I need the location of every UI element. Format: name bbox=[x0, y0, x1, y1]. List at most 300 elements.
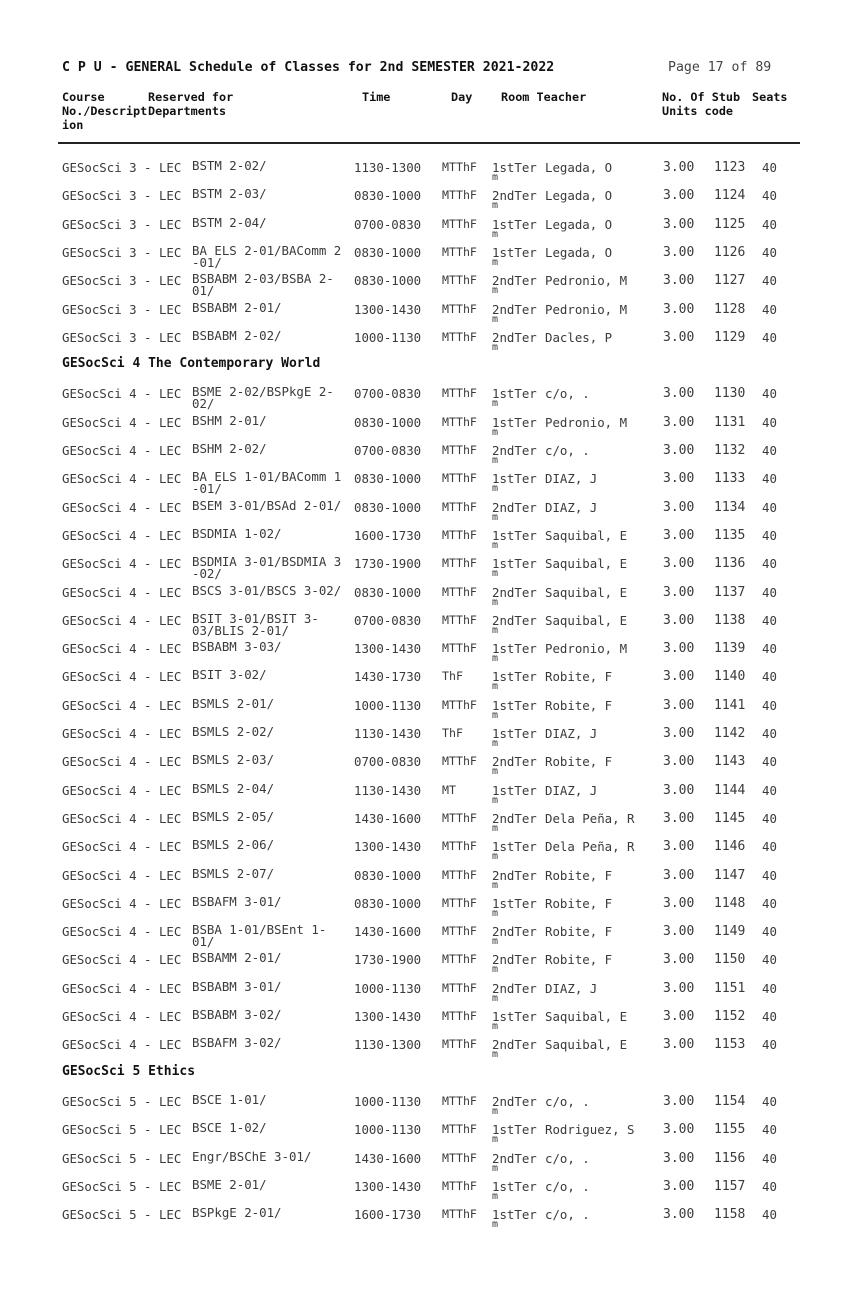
cell-day: MTThF bbox=[442, 612, 477, 627]
cell-room: 2ndTer bbox=[492, 273, 537, 289]
cell-stub: 1135 bbox=[714, 527, 746, 543]
cell-teacher: Pedronio, M bbox=[545, 301, 628, 317]
cell-desc: GESocSci 4 - LEC bbox=[62, 952, 182, 968]
cell-teacher: Pedronio, M bbox=[545, 414, 628, 430]
cell-m: m bbox=[492, 313, 499, 325]
cell-seats: 40 bbox=[762, 612, 777, 628]
col-time: Time bbox=[362, 90, 391, 104]
table-row bbox=[0, 188, 850, 216]
cell-room: 1stTer bbox=[492, 782, 537, 798]
cell-day: MTThF bbox=[442, 443, 477, 457]
cell-m: m bbox=[492, 1162, 499, 1174]
cell-room: 1stTer bbox=[492, 414, 537, 430]
cell-seats: 40 bbox=[762, 697, 777, 713]
cell-m: m bbox=[492, 483, 499, 495]
cell-seats: 40 bbox=[762, 980, 777, 996]
cell-stub: 1155 bbox=[714, 1122, 746, 1138]
cell-seats: 40 bbox=[762, 726, 777, 741]
cell-seats: 40 bbox=[762, 1037, 777, 1053]
cell-desc: GESocSci 4 - LEC bbox=[62, 867, 182, 883]
cell-time: 0700-0830 bbox=[354, 612, 422, 628]
cell-time: 1300-1430 bbox=[354, 301, 422, 317]
cell-desc: GESocSci 4 - LEC bbox=[62, 782, 182, 798]
table-row bbox=[0, 669, 850, 697]
table-row bbox=[0, 610, 850, 641]
cell-seats: 40 bbox=[762, 471, 777, 487]
cell-dept: BSTM 2-03/ bbox=[192, 186, 267, 202]
cell-units: 3.00 bbox=[663, 980, 695, 996]
cell-stub: 1148 bbox=[714, 895, 746, 911]
cell-units: 3.00 bbox=[663, 1037, 695, 1053]
cell-day: MTThF bbox=[442, 754, 477, 769]
cell-units: 3.00 bbox=[663, 697, 695, 713]
cell-dept: BSMLS 2-04/ bbox=[192, 780, 275, 796]
table-row bbox=[0, 1009, 850, 1037]
cell-stub: 1134 bbox=[714, 499, 746, 515]
course-group-heading: GESocSci 5 Ethics bbox=[62, 1063, 196, 1079]
cell-dept: BSMLS 2-01/ bbox=[192, 695, 275, 711]
cell-teacher: Robite, F bbox=[545, 697, 613, 713]
cell-stub: 1152 bbox=[714, 1009, 746, 1024]
cell-teacher: c/o, . bbox=[545, 386, 590, 402]
cell-dept: BSIT 3-02/ bbox=[192, 667, 267, 683]
cell-desc: GESocSci 4 - LEC bbox=[62, 1009, 182, 1024]
cell-day: MTThF bbox=[442, 1009, 477, 1023]
cell-day: MTThF bbox=[442, 556, 477, 571]
cell-seats: 40 bbox=[762, 301, 777, 317]
table-row bbox=[0, 386, 850, 414]
cell-time: 1300-1430 bbox=[354, 1178, 422, 1194]
cell-room: 1stTer bbox=[492, 386, 537, 402]
cell-time: 1600-1730 bbox=[354, 527, 422, 543]
cell-m: m bbox=[492, 738, 499, 749]
cell-units: 3.00 bbox=[663, 669, 695, 685]
cell-desc: GESocSci 3 - LEC bbox=[62, 188, 182, 204]
cell-teacher: DIAZ, J bbox=[545, 782, 598, 798]
cell-m: m bbox=[492, 709, 499, 721]
table-row bbox=[0, 412, 850, 443]
cell-m: m bbox=[492, 511, 499, 523]
cell-m: m bbox=[492, 907, 499, 919]
cell-room: 1stTer bbox=[492, 216, 537, 232]
cell-units: 3.00 bbox=[663, 499, 695, 515]
cell-room: 2ndTer bbox=[492, 867, 537, 883]
cell-stub: 1150 bbox=[714, 952, 746, 968]
cell-dept: BSHM 2-01/ bbox=[192, 412, 267, 428]
cell-day: MTThF bbox=[442, 216, 477, 231]
cell-units: 3.00 bbox=[663, 471, 695, 487]
cell-stub: 1132 bbox=[714, 443, 746, 458]
cell-time: 1000-1130 bbox=[354, 980, 422, 996]
cell-room: 1stTer bbox=[492, 471, 537, 487]
cell-m: m bbox=[492, 398, 499, 410]
cell-teacher: Dacles, P bbox=[545, 329, 613, 345]
cell-day: MTThF bbox=[442, 1207, 477, 1222]
cell-room: 1stTer bbox=[492, 556, 537, 572]
cell-dept: BSDMIA 3-01/BSDMIA 3 -02/ bbox=[192, 554, 342, 582]
cell-teacher: Saquibal, E bbox=[545, 1037, 628, 1053]
cell-units: 3.00 bbox=[663, 754, 695, 770]
cell-seats: 40 bbox=[762, 273, 777, 289]
cell-teacher: Rodriguez, S bbox=[545, 1122, 635, 1138]
cell-dept: BSBABM 3-02/ bbox=[192, 1007, 282, 1022]
cell-units: 3.00 bbox=[663, 924, 695, 940]
cell-dept: BSBABM 2-02/ bbox=[192, 327, 282, 343]
cell-seats: 40 bbox=[762, 499, 777, 515]
cell-room: 2ndTer bbox=[492, 1037, 537, 1053]
cell-room: 1stTer bbox=[492, 160, 537, 175]
cell-teacher: Robite, F bbox=[545, 867, 613, 883]
cell-day: MTThF bbox=[442, 244, 477, 259]
cell-teacher: Saquibal, E bbox=[545, 527, 628, 543]
cell-dept: BSTM 2-02/ bbox=[192, 158, 267, 173]
cell-day: MT bbox=[442, 782, 456, 797]
cell-stub: 1129 bbox=[714, 329, 746, 345]
cell-stub: 1141 bbox=[714, 697, 746, 713]
cell-time: 1600-1730 bbox=[354, 1207, 422, 1223]
cell-m: m bbox=[492, 766, 499, 778]
cell-room: 2ndTer bbox=[492, 1150, 537, 1166]
cell-time: 0830-1000 bbox=[354, 584, 422, 600]
cell-units: 3.00 bbox=[663, 726, 695, 741]
table-row bbox=[0, 754, 850, 782]
cell-time: 1730-1900 bbox=[354, 556, 422, 572]
cell-desc: GESocSci 4 - LEC bbox=[62, 471, 182, 487]
cell-teacher: c/o, . bbox=[545, 1178, 590, 1194]
cell-desc: GESocSci 4 - LEC bbox=[62, 612, 182, 628]
cell-teacher: DIAZ, J bbox=[545, 499, 598, 515]
cell-room: 2ndTer bbox=[492, 188, 537, 204]
cell-units: 3.00 bbox=[663, 810, 695, 826]
cell-stub: 1153 bbox=[714, 1037, 746, 1053]
cell-desc: GESocSci 3 - LEC bbox=[62, 216, 182, 232]
table-row bbox=[0, 726, 850, 754]
cell-desc: GESocSci 4 - LEC bbox=[62, 386, 182, 402]
cell-seats: 40 bbox=[762, 329, 777, 345]
cell-m: m bbox=[492, 455, 499, 466]
cell-seats: 40 bbox=[762, 924, 777, 940]
cell-seats: 40 bbox=[762, 244, 777, 260]
cell-dept: BSCE 1-01/ bbox=[192, 1091, 267, 1107]
cell-time: 1000-1130 bbox=[354, 697, 422, 713]
cell-day: MTThF bbox=[442, 895, 477, 910]
cell-dept: BSBABM 3-03/ bbox=[192, 639, 282, 655]
cell-time: 1300-1430 bbox=[354, 839, 422, 855]
cell-room: 2ndTer bbox=[492, 980, 537, 996]
cell-dept: BSMLS 2-06/ bbox=[192, 837, 275, 853]
cell-m: m bbox=[492, 285, 499, 297]
cell-day: MTThF bbox=[442, 697, 477, 712]
cell-units: 3.00 bbox=[663, 839, 695, 855]
cell-desc: GESocSci 4 - LEC bbox=[62, 726, 182, 741]
cell-time: 1130-1430 bbox=[354, 726, 422, 741]
cell-units: 3.00 bbox=[663, 1009, 695, 1024]
cell-m: m bbox=[492, 228, 499, 240]
cell-time: 1430-1730 bbox=[354, 669, 422, 685]
cell-desc: GESocSci 3 - LEC bbox=[62, 244, 182, 260]
cell-units: 3.00 bbox=[663, 244, 695, 260]
table-row bbox=[0, 582, 850, 613]
cell-desc: GESocSci 4 - LEC bbox=[62, 499, 182, 515]
cell-room: 1stTer bbox=[492, 726, 537, 741]
cell-desc: GESocSci 3 - LEC bbox=[62, 329, 182, 345]
cell-day: ThF bbox=[442, 669, 463, 684]
cell-day: MTThF bbox=[442, 641, 477, 656]
cell-stub: 1137 bbox=[714, 584, 746, 600]
cell-desc: GESocSci 5 - LEC bbox=[62, 1150, 182, 1166]
cell-m: m bbox=[492, 341, 499, 353]
cell-desc: GESocSci 3 - LEC bbox=[62, 301, 182, 317]
cell-day: MTThF bbox=[442, 527, 477, 542]
cell-day: MTThF bbox=[442, 1037, 477, 1052]
cell-room: 2ndTer bbox=[492, 443, 537, 458]
cell-teacher: Robite, F bbox=[545, 754, 613, 770]
cell-teacher: Legada, O bbox=[545, 188, 613, 204]
cell-time: 1300-1430 bbox=[354, 1009, 422, 1024]
table-row bbox=[0, 1037, 850, 1065]
cell-stub: 1128 bbox=[714, 301, 746, 317]
cell-stub: 1138 bbox=[714, 612, 746, 628]
cell-dept: BSBA 1-01/BSEnt 1- 01/ bbox=[192, 922, 327, 950]
table-row bbox=[0, 1091, 850, 1122]
cell-day: MTThF bbox=[442, 499, 477, 514]
cell-m: m bbox=[492, 1219, 499, 1231]
cell-desc: GESocSci 4 - LEC bbox=[62, 443, 182, 458]
cell-seats: 40 bbox=[762, 810, 777, 826]
cell-dept: BSMLS 2-07/ bbox=[192, 865, 275, 881]
cell-stub: 1149 bbox=[714, 924, 746, 940]
cell-units: 3.00 bbox=[663, 895, 695, 911]
course-group-heading: GESocSci 4 The Contemporary World bbox=[62, 356, 321, 372]
cell-time: 1730-1900 bbox=[354, 952, 422, 968]
cell-day: MTThF bbox=[442, 980, 477, 995]
cell-dept: BSIT 3-01/BSIT 3- 03/BLIS 2-01/ bbox=[192, 610, 319, 638]
cell-seats: 40 bbox=[762, 1122, 777, 1138]
cell-units: 3.00 bbox=[663, 216, 695, 232]
cell-room: 2ndTer bbox=[492, 810, 537, 826]
cell-dept: BSBAFM 3-02/ bbox=[192, 1035, 282, 1051]
cell-seats: 40 bbox=[762, 839, 777, 855]
cell-room: 1stTer bbox=[492, 1009, 537, 1024]
cell-m: m bbox=[492, 1190, 499, 1202]
cell-teacher: Legada, O bbox=[545, 244, 613, 260]
cell-desc: GESocSci 4 - LEC bbox=[62, 839, 182, 855]
cell-teacher: DIAZ, J bbox=[545, 980, 598, 996]
cell-teacher: Robite, F bbox=[545, 669, 613, 685]
cell-seats: 40 bbox=[762, 895, 777, 911]
cell-day: MTThF bbox=[442, 1150, 477, 1165]
cell-m: m bbox=[492, 1021, 499, 1032]
cell-units: 3.00 bbox=[663, 952, 695, 968]
cell-time: 1000-1130 bbox=[354, 1093, 422, 1109]
cell-time: 1130-1430 bbox=[354, 782, 422, 798]
cell-day: MTThF bbox=[442, 810, 477, 825]
cell-dept: BSMLS 2-03/ bbox=[192, 752, 275, 768]
cell-m: m bbox=[492, 1049, 499, 1061]
col-course: Course No./Descript ion bbox=[62, 90, 148, 132]
cell-seats: 40 bbox=[762, 952, 777, 968]
cell-time: 0830-1000 bbox=[354, 273, 422, 289]
cell-stub: 1126 bbox=[714, 244, 746, 260]
cell-day: MTThF bbox=[442, 386, 477, 401]
table-row bbox=[0, 471, 850, 499]
cell-room: 2ndTer bbox=[492, 301, 537, 317]
cell-units: 3.00 bbox=[663, 414, 695, 430]
cell-m: m bbox=[492, 172, 499, 183]
cell-room: 2ndTer bbox=[492, 612, 537, 628]
cell-seats: 40 bbox=[762, 527, 777, 543]
cell-units: 3.00 bbox=[663, 160, 695, 175]
cell-dept: BSME 2-01/ bbox=[192, 1176, 267, 1192]
cell-teacher: Saquibal, E bbox=[545, 584, 628, 600]
cell-dept: BSCS 3-01/BSCS 3-02/ bbox=[192, 582, 342, 598]
cell-time: 0830-1000 bbox=[354, 895, 422, 911]
cell-stub: 1131 bbox=[714, 414, 746, 430]
cell-seats: 40 bbox=[762, 1093, 777, 1109]
col-seats: Seats bbox=[752, 90, 788, 104]
cell-stub: 1142 bbox=[714, 726, 746, 741]
cell-day: MTThF bbox=[442, 414, 477, 429]
cell-time: 1430-1600 bbox=[354, 810, 422, 826]
cell-time: 0830-1000 bbox=[354, 188, 422, 204]
cell-m: m bbox=[492, 653, 499, 665]
cell-desc: GESocSci 3 - LEC bbox=[62, 273, 182, 289]
cell-time: 1000-1130 bbox=[354, 329, 422, 345]
cell-dept: BA ELS 1-01/BAComm 1 -01/ bbox=[192, 469, 342, 497]
cell-seats: 40 bbox=[762, 1009, 777, 1024]
cell-room: 1stTer bbox=[492, 697, 537, 713]
cell-m: m bbox=[492, 936, 499, 948]
cell-dept: BSMLS 2-02/ bbox=[192, 724, 275, 739]
cell-dept: BSBABM 2-01/ bbox=[192, 299, 282, 315]
cell-teacher: Robite, F bbox=[545, 895, 613, 911]
cell-stub: 1139 bbox=[714, 641, 746, 657]
cell-seats: 40 bbox=[762, 782, 777, 798]
cell-units: 3.00 bbox=[663, 443, 695, 458]
cell-stub: 1130 bbox=[714, 386, 746, 402]
cell-desc: GESocSci 4 - LEC bbox=[62, 924, 182, 940]
cell-desc: GESocSci 4 - LEC bbox=[62, 584, 182, 600]
cell-time: 0830-1000 bbox=[354, 867, 422, 883]
cell-m: m bbox=[492, 992, 499, 1004]
table-row bbox=[0, 839, 850, 867]
table-row bbox=[0, 808, 850, 839]
table-row bbox=[0, 641, 850, 669]
cell-units: 3.00 bbox=[663, 641, 695, 657]
cell-time: 1130-1300 bbox=[354, 160, 422, 175]
cell-teacher: c/o, . bbox=[545, 1093, 590, 1109]
cell-units: 3.00 bbox=[663, 386, 695, 402]
table-row bbox=[0, 160, 850, 188]
cell-stub: 1133 bbox=[714, 471, 746, 487]
cell-desc: GESocSci 5 - LEC bbox=[62, 1207, 182, 1223]
table-row bbox=[0, 952, 850, 980]
cell-desc: GESocSci 4 - LEC bbox=[62, 1037, 182, 1053]
cell-m: m bbox=[492, 624, 499, 636]
cell-desc: GESocSci 3 - LEC bbox=[62, 160, 182, 175]
cell-teacher: Pedronio, M bbox=[545, 641, 628, 657]
cell-room: 1stTer bbox=[492, 641, 537, 657]
cell-seats: 40 bbox=[762, 216, 777, 232]
cell-dept: BSPkgE 2-01/ bbox=[192, 1205, 282, 1221]
cell-units: 3.00 bbox=[663, 188, 695, 204]
cell-stub: 1140 bbox=[714, 669, 746, 685]
table-row bbox=[0, 924, 850, 952]
table-row bbox=[0, 327, 850, 358]
cell-desc: GESocSci 4 - LEC bbox=[62, 895, 182, 911]
cell-day: MTThF bbox=[442, 952, 477, 967]
cell-dept: BSME 2-02/BSPkgE 2- 02/ bbox=[192, 384, 334, 412]
cell-dept: BSBAFM 3-01/ bbox=[192, 893, 282, 909]
cell-dept: BSTM 2-04/ bbox=[192, 214, 267, 230]
cell-teacher: Robite, F bbox=[545, 952, 613, 968]
cell-teacher: Legada, O bbox=[545, 160, 613, 175]
cell-day: MTThF bbox=[442, 301, 477, 316]
table-row bbox=[0, 695, 850, 726]
cell-teacher: Saquibal, E bbox=[545, 1009, 628, 1024]
document-title: C P U - GENERAL Schedule of Classes for 2nd SEMESTER 2021-2022 bbox=[62, 60, 555, 75]
cell-time: 0700-0830 bbox=[354, 216, 422, 232]
table-row bbox=[0, 1148, 850, 1179]
cell-day: ThF bbox=[442, 726, 463, 740]
cell-desc: GESocSci 4 - LEC bbox=[62, 556, 182, 572]
cell-units: 3.00 bbox=[663, 1178, 695, 1194]
cell-seats: 40 bbox=[762, 386, 777, 402]
cell-day: MTThF bbox=[442, 584, 477, 599]
col-room-teacher: Room Teacher bbox=[501, 90, 587, 104]
cell-dept: Engr/BSChE 3-01/ bbox=[192, 1148, 312, 1164]
cell-desc: GESocSci 5 - LEC bbox=[62, 1122, 182, 1138]
cell-units: 3.00 bbox=[663, 1207, 695, 1223]
col-units-stub: No. Of Stub Units code bbox=[662, 90, 741, 118]
cell-stub: 1123 bbox=[714, 160, 746, 175]
cell-stub: 1151 bbox=[714, 980, 746, 996]
cell-time: 0830-1000 bbox=[354, 414, 422, 430]
cell-m: m bbox=[492, 1134, 499, 1146]
cell-day: MTThF bbox=[442, 924, 477, 939]
cell-room: 2ndTer bbox=[492, 584, 537, 600]
cell-stub: 1127 bbox=[714, 273, 746, 289]
cell-m: m bbox=[492, 200, 499, 212]
cell-stub: 1157 bbox=[714, 1178, 746, 1194]
cell-desc: GESocSci 4 - LEC bbox=[62, 527, 182, 543]
cell-stub: 1154 bbox=[714, 1093, 746, 1109]
cell-room: 2ndTer bbox=[492, 924, 537, 940]
cell-teacher: c/o, . bbox=[545, 1150, 590, 1166]
cell-teacher: c/o, . bbox=[545, 1207, 590, 1223]
cell-seats: 40 bbox=[762, 584, 777, 600]
cell-desc: GESocSci 5 - LEC bbox=[62, 1093, 182, 1109]
cell-room: 2ndTer bbox=[492, 754, 537, 770]
cell-m: m bbox=[492, 964, 499, 976]
cell-stub: 1147 bbox=[714, 867, 746, 883]
cell-dept: BSDMIA 1-02/ bbox=[192, 525, 282, 541]
table-row bbox=[0, 214, 850, 245]
table-row bbox=[0, 780, 850, 811]
cell-seats: 40 bbox=[762, 188, 777, 204]
cell-stub: 1124 bbox=[714, 188, 746, 204]
cell-day: MTThF bbox=[442, 471, 477, 486]
cell-units: 3.00 bbox=[663, 867, 695, 883]
col-reserved: Reserved for Departments bbox=[148, 90, 234, 118]
table-row bbox=[0, 299, 850, 330]
cell-room: 2ndTer bbox=[492, 499, 537, 515]
cell-time: 0830-1000 bbox=[354, 244, 422, 260]
cell-teacher: Pedronio, M bbox=[545, 273, 628, 289]
cell-m: m bbox=[492, 822, 499, 834]
cell-m: m bbox=[492, 879, 499, 891]
cell-seats: 40 bbox=[762, 867, 777, 883]
